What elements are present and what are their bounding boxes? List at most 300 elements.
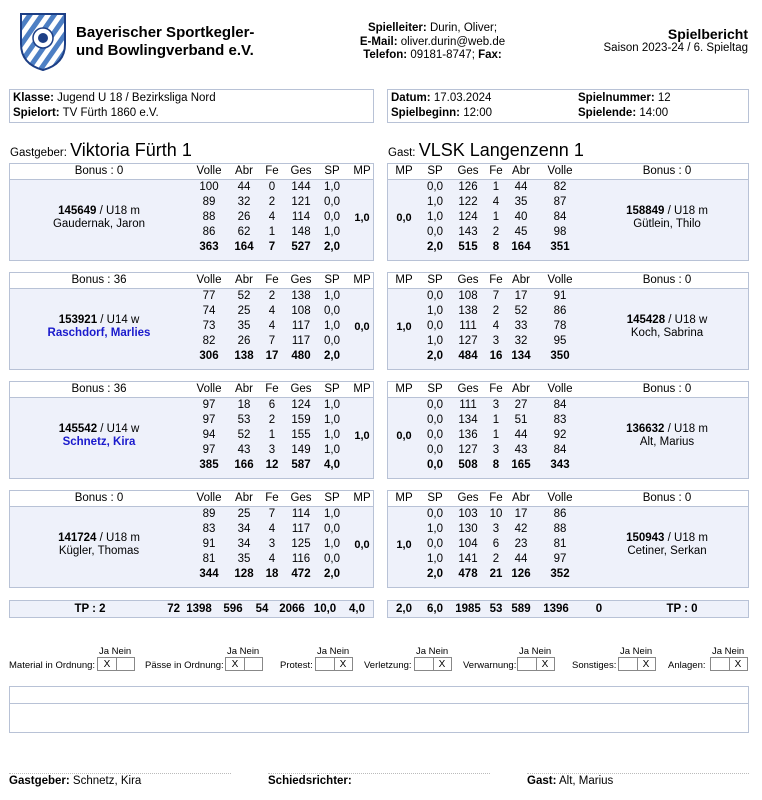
home-pass-number: 145649 [58, 205, 97, 217]
home-col-header: Ges [290, 274, 312, 286]
away-total-abr: 589 [511, 603, 531, 615]
check-box[interactable] [710, 657, 748, 671]
home-cell: 0,0 [324, 305, 340, 317]
away-block-header [388, 382, 748, 398]
away-sum-cell: 484 [458, 350, 478, 362]
away-sum-cell: 0,0 [427, 459, 443, 471]
home-col-header: Volle [196, 274, 222, 286]
away-sum-cell: 350 [550, 350, 570, 362]
home-cell: 149 [291, 444, 311, 456]
home-col-header: Fe [265, 383, 279, 395]
home-total-mp: 4,0 [349, 603, 365, 615]
check-divider [244, 658, 245, 670]
remarks-box[interactable] [9, 686, 749, 733]
home-cell: 1,0 [324, 538, 340, 550]
away-player-id-line [584, 532, 750, 545]
away-sum-cell: 126 [511, 568, 531, 580]
away-player-class: / U18 m [664, 532, 708, 544]
away-cell: 2 [492, 553, 500, 565]
check-label: Verletzung: [364, 660, 412, 671]
away-cell: 10 [489, 508, 503, 520]
home-player-mp: 0,0 [354, 321, 370, 333]
away-sum-cell: 478 [458, 568, 478, 580]
away-sum-row [388, 568, 748, 583]
away-pass-number: 150943 [626, 532, 665, 544]
home-cell: 1,0 [324, 508, 340, 520]
away-player-mp: 0,0 [396, 430, 412, 442]
home-sum-cell: 4,0 [324, 459, 340, 471]
away-col-header: Volle [547, 274, 573, 286]
home-cell: 155 [291, 429, 311, 441]
away-sum-row [388, 459, 748, 474]
home-signature-label: Gastgeber: [9, 775, 70, 787]
home-cell: 86 [202, 226, 216, 238]
home-signature-name: Schnetz, Kira [72, 775, 142, 787]
check-ja[interactable]: X [231, 659, 239, 670]
away-cell: 1 [492, 211, 500, 223]
home-cell: 35 [237, 553, 251, 565]
away-cell: 3 [492, 399, 500, 411]
home-cell: 3 [268, 444, 276, 456]
home-cell: 124 [291, 399, 311, 411]
home-cell: 74 [202, 305, 216, 317]
home-player-mp: 0,0 [354, 539, 370, 551]
away-col-header: Abr [512, 492, 530, 504]
home-player-id-line [10, 423, 188, 436]
home-cell: 2 [268, 414, 276, 426]
home-total-fe: 54 [255, 603, 269, 615]
home-bonus: Bonus : 36 [71, 274, 127, 286]
home-tp: TP : 2 [74, 603, 106, 615]
away-cell: 0,0 [427, 429, 443, 441]
away-cell: 3 [492, 523, 500, 535]
away-total-fe: 53 [489, 603, 503, 615]
away-cell: 7 [492, 290, 500, 302]
home-cell: 0 [268, 181, 276, 193]
home-cell: 2 [268, 196, 276, 208]
home-col-header: MP [353, 165, 371, 177]
away-cell: 23 [514, 538, 528, 550]
home-pass-number: 153921 [58, 314, 98, 326]
ja-nein-header: Ja Nein [519, 646, 552, 657]
away-block-header [388, 164, 748, 180]
away-cell: 27 [514, 399, 528, 411]
away-player [584, 314, 750, 340]
home-col-header: Volle [196, 165, 222, 177]
home-pass-number: 141724 [58, 532, 97, 544]
home-cell: 62 [237, 226, 251, 238]
away-cell: 6 [492, 538, 500, 550]
away-cell: 111 [459, 399, 477, 411]
datum-value: 17.03.2024 [433, 92, 492, 104]
away-block-header [388, 491, 748, 507]
home-total-sp: 10,0 [313, 603, 337, 615]
away-player-name: Koch, Sabrina [630, 327, 704, 339]
check-box[interactable] [517, 657, 555, 671]
ref-signature [268, 775, 352, 787]
away-col-header: MP [395, 165, 413, 177]
home-sum-cell: 480 [291, 350, 311, 362]
home-cell: 117 [291, 523, 311, 535]
away-cell: 0,0 [427, 320, 443, 332]
home-cell: 0,0 [324, 211, 340, 223]
away-cell: 1 [492, 429, 500, 441]
away-col-header: MP [395, 383, 413, 395]
home-player-block [9, 272, 374, 370]
home-sum-cell: 472 [291, 568, 311, 580]
away-cell: 104 [458, 538, 478, 550]
beginn-label: Spielbeginn: [391, 107, 460, 119]
check-nein[interactable]: X [642, 659, 650, 670]
home-col-header: SP [324, 383, 340, 395]
report-header [604, 26, 749, 54]
home-col-header: SP [324, 165, 340, 177]
away-player-id-line [584, 423, 750, 436]
away-col-header: Abr [512, 165, 530, 177]
remarks-divider [10, 703, 748, 704]
away-sum-cell: 351 [550, 241, 570, 253]
check-nein[interactable]: X [541, 659, 549, 670]
email-value: oliver.durin@web.de [400, 35, 506, 48]
away-col-header: Abr [512, 274, 530, 286]
home-cell: 35 [237, 320, 251, 332]
check-label: Pässe in Ordnung: [145, 660, 224, 671]
away-cell: 0,0 [427, 444, 443, 456]
away-player-name: Gütlein, Thilo [633, 218, 701, 230]
away-cell: 44 [514, 553, 528, 565]
home-sum-cell: 2,0 [324, 241, 340, 253]
ja-nein-header: Ja Nein [227, 646, 260, 657]
check-ja[interactable]: X [103, 659, 111, 670]
org-name-line1: Bayerischer Sportkegler- [76, 24, 255, 41]
home-pass-number: 145542 [58, 423, 98, 435]
away-cell: 0,0 [427, 414, 443, 426]
away-sum-cell: 8 [492, 459, 500, 471]
home-cell: 6 [268, 399, 276, 411]
away-cell: 84 [553, 211, 567, 223]
home-cell: 77 [202, 290, 216, 302]
contact-block [300, 22, 565, 63]
check-nein[interactable]: X [438, 659, 446, 670]
home-game-row [10, 508, 373, 523]
away-signature [527, 775, 613, 787]
away-cell: 0,0 [427, 226, 443, 238]
home-cell: 97 [202, 414, 216, 426]
away-sum-row [388, 350, 748, 365]
away-sum-cell: 16 [489, 350, 503, 362]
home-cell: 100 [199, 181, 219, 193]
away-player-id-line [584, 205, 750, 218]
home-cell: 4 [268, 211, 276, 223]
home-col-header: Fe [265, 492, 279, 504]
away-player-mp: 1,0 [396, 539, 412, 551]
home-sum-cell: 385 [199, 459, 219, 471]
home-signature [9, 775, 141, 787]
away-player-class: / U18 m [664, 205, 708, 217]
away-block-header [388, 273, 748, 289]
away-cell: 87 [553, 196, 567, 208]
nummer-label: Spielnummer: [578, 92, 655, 104]
away-cell: 4 [492, 196, 500, 208]
away-cell: 84 [553, 444, 567, 456]
away-player [584, 205, 750, 231]
away-col-header: MP [395, 492, 413, 504]
away-player-class: / U18 m [664, 423, 708, 435]
away-sum-cell: 164 [511, 241, 531, 253]
home-game-row [10, 399, 373, 414]
away-cell: 44 [514, 429, 528, 441]
home-cell: 32 [237, 196, 251, 208]
away-cell: 1,0 [427, 305, 443, 317]
away-cell: 1 [492, 414, 500, 426]
away-col-header: Fe [489, 165, 503, 177]
away-sum-cell: 21 [489, 568, 503, 580]
check-box[interactable] [225, 657, 263, 671]
home-player [10, 423, 188, 449]
away-cell: 1,0 [427, 196, 443, 208]
spielort-value: TV Fürth 1860 e.V. [62, 107, 159, 119]
home-cell: 25 [237, 305, 251, 317]
away-cell: 111 [459, 320, 477, 332]
home-cell: 114 [291, 211, 311, 223]
home-cell: 1,0 [324, 320, 340, 332]
away-cell: 1,0 [427, 553, 443, 565]
away-sum-cell: 2,0 [427, 568, 443, 580]
away-sum-cell: 2,0 [427, 241, 443, 253]
away-cell: 45 [514, 226, 528, 238]
ja-nein-header: Ja Nein [712, 646, 745, 657]
home-player-class: / U18 m [96, 205, 140, 217]
away-cell: 122 [458, 196, 478, 208]
home-sum-cell: 166 [234, 459, 254, 471]
away-col-header: Volle [547, 165, 573, 177]
away-cell: 42 [514, 523, 528, 535]
away-col-header: SP [427, 274, 443, 286]
home-signature-line [9, 773, 231, 774]
away-team-name: VLSK Langenzenn 1 [418, 140, 584, 160]
away-cell: 103 [458, 508, 478, 520]
home-cell: 117 [291, 320, 311, 332]
away-cell: 0,0 [427, 538, 443, 550]
home-cell: 7 [268, 335, 276, 347]
beginn-value: 12:00 [463, 107, 492, 119]
away-signature-name: Alt, Marius [558, 775, 614, 787]
home-sum-cell: 2,0 [324, 350, 340, 362]
check-box[interactable] [618, 657, 656, 671]
away-cell: 0,0 [427, 290, 443, 302]
check-box[interactable] [97, 657, 135, 671]
away-cell: 1,0 [427, 523, 443, 535]
home-col-header: SP [324, 274, 340, 286]
home-cell: 1 [268, 429, 276, 441]
away-cell: 17 [514, 508, 528, 520]
away-cell: 78 [553, 320, 567, 332]
home-cell: 0,0 [324, 553, 340, 565]
home-block-header [10, 382, 373, 398]
home-cell: 18 [237, 399, 251, 411]
home-col-header: Ges [290, 383, 312, 395]
home-cell: 7 [268, 508, 276, 520]
home-cell: 97 [202, 444, 216, 456]
home-cell: 1,0 [324, 444, 340, 456]
home-cell: 91 [202, 538, 216, 550]
away-col-header: Fe [489, 383, 503, 395]
home-cell: 4 [268, 553, 276, 565]
home-cell: 148 [291, 226, 311, 238]
fax-label: Fax: [478, 49, 502, 61]
check-box[interactable] [315, 657, 353, 671]
away-col-header: SP [427, 383, 443, 395]
home-col-header: Volle [196, 383, 222, 395]
check-label: Protest: [280, 660, 313, 671]
away-cell: 136 [458, 429, 478, 441]
home-player [10, 314, 188, 340]
away-total-bonus: 0 [595, 603, 603, 615]
home-total-volle: 1398 [186, 603, 212, 615]
away-cell: 97 [553, 553, 567, 565]
check-label: Material in Ordnung: [9, 660, 96, 671]
home-player-class: / U14 w [97, 423, 140, 435]
home-cell: 26 [237, 211, 251, 223]
away-team-label: Gast: [388, 147, 416, 159]
match-info-left [9, 89, 374, 123]
home-cell: 108 [291, 305, 311, 317]
home-block-header [10, 273, 373, 289]
check-box[interactable] [414, 657, 452, 671]
away-pass-number: 136632 [626, 423, 665, 435]
home-sum-cell: 363 [199, 241, 219, 253]
spielort-label: Spielort: [13, 107, 60, 119]
ende-label: Spielende: [578, 107, 637, 119]
season-info: Saison 2023-24 / 6. Spieltag [603, 42, 748, 54]
home-total-bonus: 72 [167, 603, 180, 615]
spielleiter-label: Spielleiter: [367, 22, 427, 34]
away-sum-row [388, 241, 748, 256]
home-player-id-line [10, 532, 188, 545]
away-sum-cell: 8 [492, 241, 500, 253]
home-sum-cell: 527 [291, 241, 311, 253]
away-cell: 95 [553, 335, 567, 347]
home-totals [9, 600, 374, 618]
home-player-class: / U18 m [96, 532, 140, 544]
home-col-header: Abr [235, 383, 253, 395]
away-cell: 43 [514, 444, 528, 456]
home-cell: 1,0 [324, 290, 340, 302]
home-cell: 88 [202, 211, 216, 223]
report-title: Spielbericht [667, 26, 748, 42]
home-player [10, 205, 188, 231]
home-cell: 73 [202, 320, 216, 332]
home-col-header: Fe [265, 274, 279, 286]
home-bonus: Bonus : 0 [74, 165, 124, 177]
ja-nein-header: Ja Nein [99, 646, 132, 657]
away-sum-cell: 165 [511, 459, 531, 471]
away-col-header: Fe [489, 492, 503, 504]
home-sum-cell: 344 [199, 568, 219, 580]
home-col-header: Ges [290, 165, 312, 177]
home-cell: 94 [202, 429, 216, 441]
home-cell: 2 [268, 290, 276, 302]
home-block-header [10, 491, 373, 507]
away-cell: 17 [514, 290, 528, 302]
datum-label: Datum: [391, 92, 431, 104]
away-col-header: MP [395, 274, 413, 286]
away-col-header: Volle [547, 492, 573, 504]
away-cell: 52 [514, 305, 528, 317]
away-team-header [388, 140, 584, 161]
away-player-block [387, 490, 749, 588]
home-cell: 0,0 [324, 196, 340, 208]
away-cell: 1,0 [427, 335, 443, 347]
home-cell: 81 [202, 553, 216, 565]
home-bonus: Bonus : 36 [71, 383, 127, 395]
home-cell: 117 [291, 335, 311, 347]
away-player [584, 532, 750, 558]
home-cell: 52 [237, 429, 251, 441]
away-total-mp: 2,0 [396, 603, 412, 615]
away-player-class: / U18 w [665, 314, 708, 326]
home-cell: 114 [291, 508, 311, 520]
home-cell: 43 [237, 444, 251, 456]
away-cell: 98 [553, 226, 567, 238]
away-player-name: Cetiner, Serkan [627, 545, 707, 557]
home-col-header: Abr [235, 165, 253, 177]
away-sum-cell: 134 [511, 350, 531, 362]
home-player-name: Raschdorf, Marlies [47, 327, 151, 339]
check-nein[interactable]: X [734, 659, 742, 670]
away-player-mp: 1,0 [396, 321, 412, 333]
home-cell: 121 [291, 196, 311, 208]
home-cell: 52 [237, 290, 251, 302]
home-player-block [9, 381, 374, 479]
home-cell: 144 [291, 181, 311, 193]
ref-signature-label: Schiedsrichter: [268, 775, 352, 787]
home-total-ges: 2066 [279, 603, 305, 615]
away-cell: 86 [553, 508, 567, 520]
home-sum-cell: 12 [265, 459, 279, 471]
home-cell: 25 [237, 508, 251, 520]
nummer-value: 12 [657, 92, 671, 104]
home-player-block [9, 163, 374, 261]
home-cell: 125 [291, 538, 311, 550]
away-cell: 0,0 [427, 508, 443, 520]
away-cell: 91 [553, 290, 567, 302]
away-cell: 4 [492, 320, 500, 332]
home-sum-cell: 587 [291, 459, 311, 471]
klasse-value: Jugend U 18 / Bezirksliga Nord [57, 92, 216, 104]
away-sum-cell: 343 [550, 459, 570, 471]
home-cell: 26 [237, 335, 251, 347]
away-col-header: SP [427, 492, 443, 504]
home-cell: 4 [268, 320, 276, 332]
home-col-header: SP [324, 492, 340, 504]
away-cell: 35 [514, 196, 528, 208]
home-sum-row [10, 459, 373, 474]
check-nein[interactable]: X [339, 659, 347, 670]
away-game-row [388, 290, 748, 305]
away-cell: 124 [458, 211, 478, 223]
away-cell: 127 [458, 335, 478, 347]
home-col-header: Volle [196, 492, 222, 504]
away-sum-cell: 2,0 [427, 350, 443, 362]
spielleiter-value: Durin, Oliver; [429, 22, 498, 34]
home-sum-cell: 138 [234, 350, 254, 362]
home-sum-cell: 164 [234, 241, 254, 253]
away-col-header: SP [427, 165, 443, 177]
home-cell: 1,0 [324, 429, 340, 441]
away-totals [387, 600, 749, 618]
ref-signature-line [268, 773, 490, 774]
